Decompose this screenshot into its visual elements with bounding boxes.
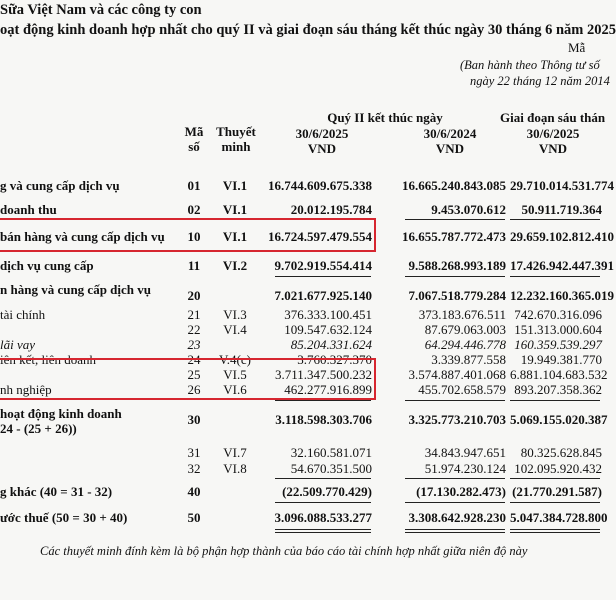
double-underline — [405, 529, 505, 530]
highlight-box-expenses — [0, 358, 376, 400]
underline — [510, 502, 600, 503]
table-row: lãi vay 23 85.204.331.624 64.294.446.778 160.359.539.297 — [0, 337, 602, 352]
underline — [405, 400, 505, 401]
double-underline — [275, 532, 371, 533]
underline — [405, 276, 505, 277]
underline — [275, 502, 371, 503]
underline — [510, 400, 600, 401]
highlight-box-net-revenue — [0, 218, 376, 252]
underline — [275, 400, 371, 401]
issued-note-1: (Ban hành theo Thông tư số — [460, 58, 600, 72]
table-row: tài chính 21 VI.3 376.333.100.451 373.183.676.511 742.670.316.096 — [0, 307, 602, 322]
table-row: g khác (40 = 31 - 32) 40 (22.509.770.429) (17.130.282.473) (21.770.291.587) — [0, 484, 602, 499]
table-row: 22 VI.4 109.547.632.124 87.679.063.003 151.313.000.604 — [187, 322, 602, 337]
table-row: n hàng và cung cấp dịch vụ 20 7.021.677.925.140 7.067.518.779.284 12.232.160.365.019 — [0, 282, 614, 303]
table-row: 31 VI.7 32.160.581.071 34.843.947.651 80.325.628.845 — [187, 445, 602, 460]
table-row: iên kết, liên doanh 24 V.4(c) 3.760.327.370 3.339.877.558 19.949.381.770 — [0, 352, 602, 367]
underline — [405, 478, 505, 479]
table-row: dịch vụ cung cấp 11 VI.2 9.702.919.554.414 9.588.268.993.189 17.426.942.447.391 — [0, 258, 614, 273]
quarter-group-header: Quý II kết thúc ngày — [327, 110, 443, 125]
underline — [510, 276, 600, 277]
underline — [510, 219, 600, 220]
report-title: oạt động kinh doanh hợp nhất cho quý II và giai đoạn sáu tháng kết thúc ngày 30 tháng 6 năm 2025 — [0, 22, 616, 38]
double-underline — [405, 532, 505, 533]
table-row: 32 VI.8 54.670.351.500 51.974.230.124 102.095.920.432 — [187, 461, 602, 476]
underline — [275, 478, 371, 479]
underline — [405, 219, 505, 220]
form-label: Mẫ — [568, 40, 586, 55]
column-note-header: Thuyết minh — [216, 124, 256, 154]
table-row: g và cung cấp dịch vụ 01 VI.1 16.744.609.675.338 16.665.240.843.085 29.710.014.531.774 — [0, 178, 614, 193]
quarter-2025-header: 30/6/2025 — [295, 126, 349, 141]
six-month-2025-unit: VND — [538, 141, 568, 156]
six-month-2025-header: 30/6/2025 — [526, 126, 580, 141]
footer-note: Các thuyết minh đính kèm là bộ phận hợp thành của báo cáo tài chính hợp nhất giữa niên độ này — [40, 544, 528, 558]
double-underline — [275, 529, 371, 530]
quarter-2024-header: 30/6/2024 — [423, 126, 477, 141]
underline — [275, 276, 371, 277]
double-underline — [510, 532, 600, 533]
quarter-2025-unit: VND — [307, 141, 337, 156]
table-row: bán hàng và cung cấp dịch vụ 10 VI.1 16.724.597.479.554 16.655.787.772.473 29.659.102.812.410 — [0, 229, 614, 244]
quarter-2024-unit: VND — [435, 141, 465, 156]
company-name: Sữa Việt Nam và các công ty con — [0, 2, 202, 18]
table-row: doanh thu 02 VI.1 20.012.195.784 9.453.070.612 50.911.719.364 — [0, 202, 602, 217]
underline — [510, 478, 600, 479]
column-code-header: Mã số — [184, 124, 204, 154]
table-row: hoạt động kinh doanh 24 - (25 + 26)) 30 3.118.598.303.706 3.325.773.210.703 5.069.155.020.387 — [0, 406, 608, 436]
double-underline — [510, 529, 600, 530]
issued-note-2: ngày 22 tháng 12 năm 2014 — [470, 74, 610, 88]
table-row: ước thuế (50 = 30 + 40) 50 3.096.088.533.277 3.308.642.928.230 5.047.384.728.800 — [0, 510, 608, 525]
table-row: 25 VI.5 3.711.347.500.232 3.574.887.401.068 6.881.104.683.532 — [187, 367, 608, 382]
underline — [405, 502, 505, 503]
six-month-group-header: Giai đoạn sáu thán — [500, 110, 606, 125]
table-row: nh nghiệp 26 VI.6 462.277.916.899 455.702.658.579 893.207.358.362 — [0, 382, 602, 397]
